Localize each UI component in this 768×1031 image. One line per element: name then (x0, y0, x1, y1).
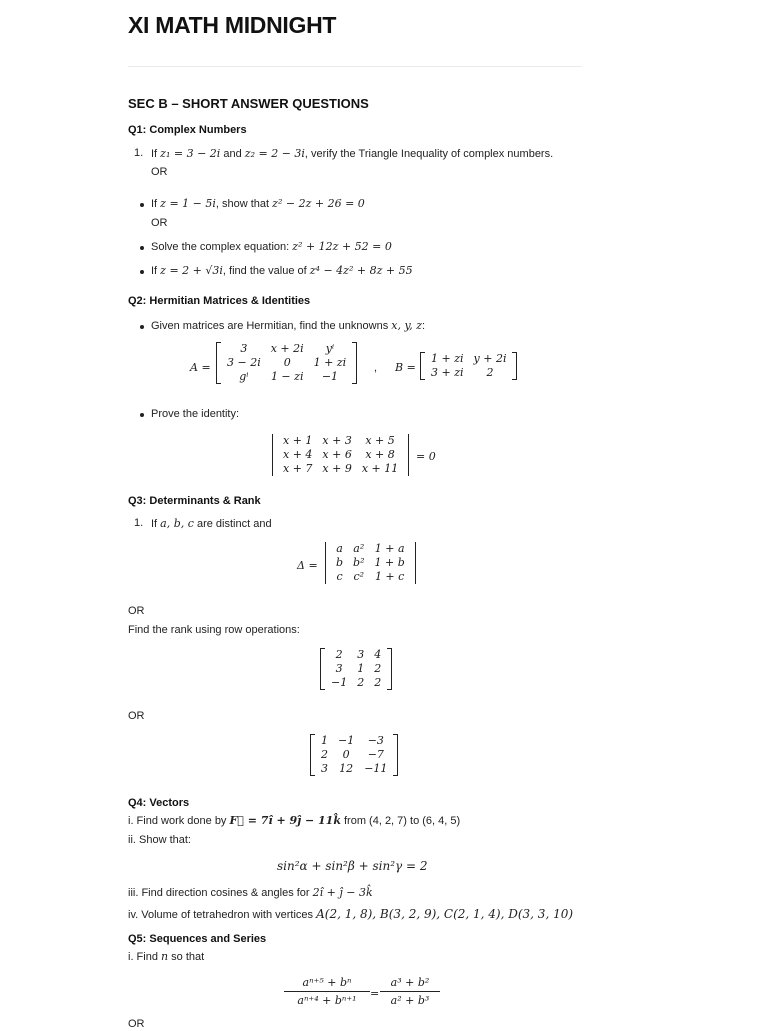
identity-det-cell: x + 6 (322, 448, 352, 461)
delta-det-cell: 1 + c (374, 570, 405, 583)
rank-matrix-1-row (326, 648, 386, 662)
rank-matrix-1-row (326, 676, 386, 690)
rank-matrix-1-cell: 2 (374, 662, 382, 675)
delta-det-row (331, 542, 410, 556)
rank-matrix-2-row (316, 748, 392, 762)
q1-item-number: 1. (134, 147, 144, 159)
delta-det-row (331, 556, 410, 570)
rank-matrix-1-cell: 3 (335, 662, 343, 675)
matrix-b-cell: 1 + zi (431, 352, 464, 365)
identity-det-row (278, 462, 403, 476)
identity-det-cell: x + 4 (283, 448, 313, 461)
identity-det-cell: x + 11 (361, 462, 399, 475)
q1-item-1: If z₁ = 3 − 2i and z₂ = 2 − 3i, verify the Triangle Inequality of complex numbers. (151, 147, 554, 160)
rank-matrix-1-cell: 3 (357, 648, 365, 661)
bullet (140, 203, 144, 207)
q5-heading: Q5: Sequences and Series (128, 933, 267, 945)
matrix-a-row (222, 370, 351, 384)
q1-bullet-1: If z = 1 − 5i, show that z² − 2z + 26 = 0 (151, 197, 365, 210)
matrix-b-cell: 3 + zi (431, 366, 464, 379)
q5-lhs-denominator: aⁿ⁺⁴ + bⁿ⁺¹ (297, 994, 357, 1007)
rank-matrix-2-cell: −3 (367, 734, 384, 747)
rank-matrix-2-cell: 0 (342, 748, 350, 761)
matrix-a-cell: x + 2i (270, 342, 304, 355)
matrix-a-cell: 1 + zi (313, 356, 347, 369)
divider (128, 66, 582, 67)
matrix-a-cell: yⁱ (325, 342, 335, 355)
rank-matrix-1-cell: 2 (374, 676, 382, 689)
or-label: OR (151, 217, 168, 229)
identity-det-cell: x + 1 (283, 434, 313, 447)
q5-rhs-fraction (380, 976, 440, 1007)
matrix-b-cell: y + 2i (473, 352, 507, 365)
matrix-a-cell: −1 (321, 370, 339, 383)
matrix-a (216, 342, 357, 384)
matrix-a-cell: gⁱ (239, 370, 249, 383)
rank-matrix-2-cell: −1 (338, 734, 355, 747)
bullet (140, 246, 144, 250)
bullet (140, 413, 144, 417)
matrix-b-label: B = (395, 361, 416, 374)
q1-heading: Q1: Complex Numbers (128, 124, 247, 136)
q5-part-i: i. Find n so that (128, 950, 205, 963)
determinant-equals: = 0 (416, 450, 436, 463)
rank-matrix-2-cell: 2 (321, 748, 328, 761)
q1-bullet-2: Solve the complex equation: z² + 12z + 52 = 0 (151, 240, 392, 253)
delta-det-cell: c² (353, 570, 365, 583)
rank-matrix-2-cell: −11 (364, 762, 388, 775)
page-title: XI MATH MIDNIGHT (128, 12, 337, 38)
or-label: OR (128, 1018, 145, 1030)
identity-det-cell: x + 7 (283, 462, 313, 475)
q3-heading: Q3: Determinants & Rank (128, 495, 261, 507)
matrix-a-label: A = (190, 361, 211, 374)
delta-det-cell: 1 + b (374, 556, 405, 569)
delta-det-cell: a (336, 542, 343, 555)
q4-part-ii: ii. Show that: (128, 834, 191, 846)
bullet (140, 325, 144, 329)
q3-item-number: 1. (134, 517, 144, 529)
rank-matrix-1-cell: 2 (335, 648, 343, 661)
matrix-b-cell: 2 (486, 366, 494, 379)
matrix-b-row (426, 352, 511, 366)
identity-det-cell: x + 9 (322, 462, 352, 475)
q4-heading: Q4: Vectors (128, 797, 190, 809)
rank-matrix-2-row (316, 734, 392, 748)
rank-matrix-1-cell: 1 (357, 662, 365, 675)
matrix-a-row (222, 356, 351, 370)
q4-part-i: i. Find work done by F⃗ = 7î + 9ĵ − 11k̂ from (4, 2, 7) to (6, 4, 5) (128, 814, 461, 827)
bullet (140, 270, 144, 274)
rank-matrix-2-cell: −7 (367, 748, 384, 761)
section-heading: SEC B – SHORT ANSWER QUESTIONS (128, 96, 369, 111)
matrix-a-cell: 3 (240, 342, 248, 355)
q4-part-iii: iii. Find direction cosines & angles for 2î + ĵ − 3k̂ (128, 886, 373, 899)
matrix-a-cell: 1 − zi (270, 370, 304, 383)
q5-lhs-fraction (284, 976, 370, 1007)
rank-matrix-2 (310, 734, 398, 776)
q2-heading: Q2: Hermitian Matrices & Identities (128, 295, 311, 307)
identity-det-cell: x + 8 (365, 448, 395, 461)
q4-identity: sin²α + sin²β + sin²γ = 2 (277, 859, 428, 873)
comma: , (374, 362, 378, 374)
or-label: OR (151, 166, 168, 178)
identity-determinant (272, 434, 409, 476)
matrix-a-cell: 3 − 2i (227, 356, 261, 369)
rank-matrix-1-cell: 4 (374, 648, 382, 661)
identity-det-row (278, 434, 403, 448)
q3-item-1: If a, b, c are distinct and (151, 517, 272, 530)
q2-bullet-2: Prove the identity: (151, 408, 240, 420)
rank-matrix-2-cell: 12 (339, 762, 354, 775)
or-label: OR (128, 605, 145, 617)
matrix-a-row (222, 342, 351, 356)
q5-lhs-numerator: aⁿ⁺⁵ + bⁿ (284, 976, 370, 992)
rank-matrix-1 (320, 648, 392, 690)
q1-bullet-3: If z = 2 + √3i, find the value of z⁴ − 4z² + 8z + 55 (151, 264, 413, 277)
q5-rhs-numerator: a³ + b² (380, 976, 440, 992)
rank-matrix-1-row (326, 662, 386, 676)
delta-det-cell: a² (353, 542, 365, 555)
rank-matrix-2-cell: 1 (321, 734, 328, 747)
rank-matrix-2-cell: 3 (321, 762, 328, 775)
q4-part-iv: iv. Volume of tetrahedron with vertices A(2, 1, 8), B(3, 2, 9), C(2, 1, 4), D(3, 3, 10) (128, 907, 574, 921)
rank-matrix-1-cell: 2 (357, 676, 365, 689)
q5-rhs-denominator: a² + b³ (390, 994, 430, 1007)
delta-label: Δ = (297, 559, 318, 572)
delta-det-cell: 1 + a (374, 542, 405, 555)
matrix-a-cell: 0 (283, 356, 291, 369)
matrix-b (420, 352, 517, 380)
delta-det-cell: b (336, 556, 344, 569)
rank-matrix-2-row (316, 762, 392, 776)
q5-equals: = (370, 987, 380, 1000)
delta-det-cell: c (336, 570, 343, 583)
identity-det-cell: x + 3 (322, 434, 352, 447)
delta-determinant (325, 542, 416, 584)
rank-matrix-1-cell: −1 (331, 676, 348, 689)
identity-det-cell: x + 5 (365, 434, 395, 447)
identity-det-row (278, 448, 403, 462)
delta-det-cell: b² (353, 556, 365, 569)
matrix-b-row (426, 366, 511, 380)
q2-bullet-1: Given matrices are Hermitian, find the unknowns x, y, z: (151, 319, 426, 332)
rank-instruction: Find the rank using row operations: (128, 624, 300, 636)
or-label: OR (128, 710, 145, 722)
delta-det-row (331, 570, 410, 584)
